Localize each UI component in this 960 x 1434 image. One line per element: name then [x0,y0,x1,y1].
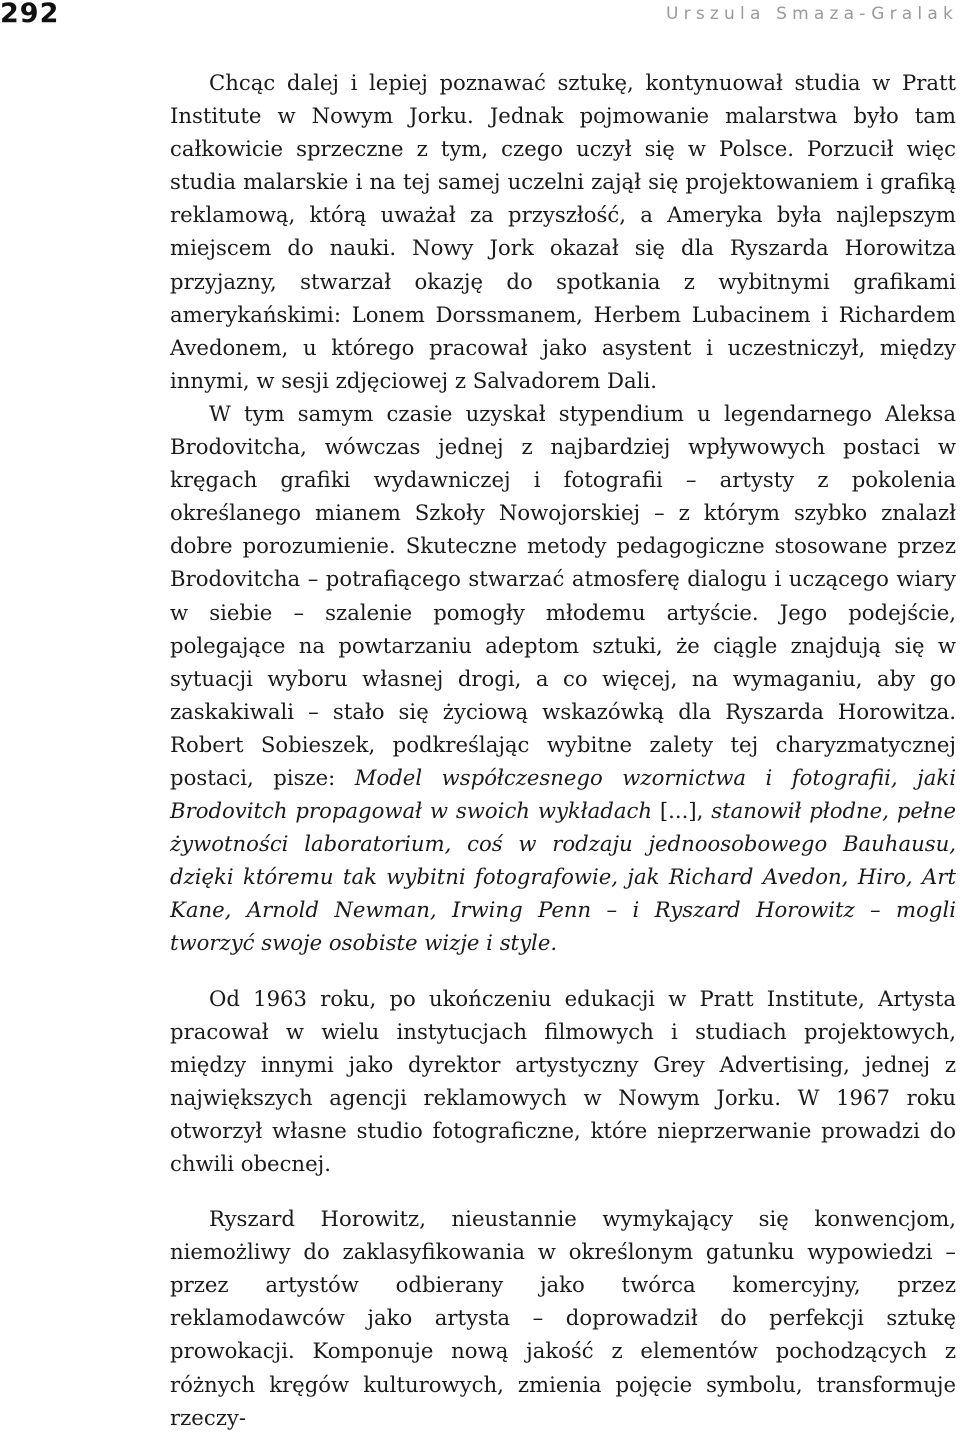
paragraph-4: Ryszard Horowitz, nieustannie wymykający się konwencjom, niemożliwy do zaklasyfikowania w określonym gatunku wypowiedzi – przez artystów odbierany jako twórca komercyjny, przez reklamodawców jako artysta – doprowadził do perfekcji sztukę prowokacji. Komponuje nową jakość z elementów pochodzących z różnych kręgów kulturowych, zmienia pojęcie symbolu, transformuje rzeczy- [170,1206,956,1430]
page-number: 292 [0,0,60,29]
quote-part-2: stanowił płodne, pełne żywotności laboratorium, coś w rodzaju jednoosobowego Bauhausu, dzięki któremu tak wybitni fotografowie, jak Richard Avedon, Hiro, Art Kane, Arnold Newman, Irwing Penn – i Ryszard Horowitz – mogli tworzyć swoje osobiste wizje i style [170,798,956,956]
paragraph-2 [170,397,956,960]
paragraph-2-intro: W tym samym czasie uzyskał stypendium u legendarnego Aleksa Brodovitcha, wówczas jednej z najbardziej wpływowych postaci w kręgach grafiki wydawniczej i fotografii – artysty z pokolenia określanego mianem Szkoły Nowojorskiej – z którym szybko znalazł dobre porozumienie. Skuteczne metody pedagogiczne stosowane przez Brodovitcha – potrafiącego stwarzać atmosferę dialogu i uczącego wiary w siebie – szalenie pomogły młodemu artyście. Jego podejście, polegające na powtarzaniu adeptom sztuki, że ciągle znajdują się w sytuacji wyboru własnej drogi, a co więcej, na wymaganiu, aby go zaskakiwali – stało się życiową wskazówką dla Ryszarda Horowitza. Robert Sobieszek, podkreślając wybitne zalety tej charyzmatycznej postaci, pisze: [170,400,956,790]
running-head-author: Urszula Smaza-Gralak [666,4,958,24]
body-text [170,66,956,1434]
paragraph-3: Od 1963 roku, po ukończeniu edukacji w Pratt Institute, Artysta pracował w wielu instytucjach filmowych i studiach projektowych, między innymi jako dyrektor artystyczny Grey Advertising, jednej z największych agencji reklamowych w Nowym Jorku. W 1967 roku otworzył własne studio fotograficzne, które nieprzerwanie prowadzi do chwili obecnej. [170,985,956,1176]
quote-closing: . [550,930,558,956]
page-header [0,0,960,34]
quote-part-1: Model współczesnego wzornictwa i fotografii, jaki Brodovitch propagował w swoich wykładach [170,764,956,824]
paragraph-1: Chcąc dalej i lepiej poznawać sztukę, kontynuował studia w Pratt Institute w Nowym Jorku. Jednak pojmowanie malarstwa było tam całkowicie sprzeczne z tym, czego uczył się w Polsce. Porzucił więc studia malarskie i na tej samej uczelni zajął się projektowaniem i grafiką reklamową, którą uważał za przyszłość, a Ameryka była najlepszym miejscem do nauki. Nowy Jork okazał się dla Ryszarda Horowitza przyjazny, stwarzał okazję do spotkania z wybitnymi grafikami amerykańskimi: Lonem Dorssmanem, Herbem Lubacinem i Richardem Avedonem, u którego pracował jako asystent i uczestniczył, między innymi, w sesji zdjęciowej z Salvadorem Dali. [170,70,956,393]
quote-ellipsis: [...], [651,798,712,824]
